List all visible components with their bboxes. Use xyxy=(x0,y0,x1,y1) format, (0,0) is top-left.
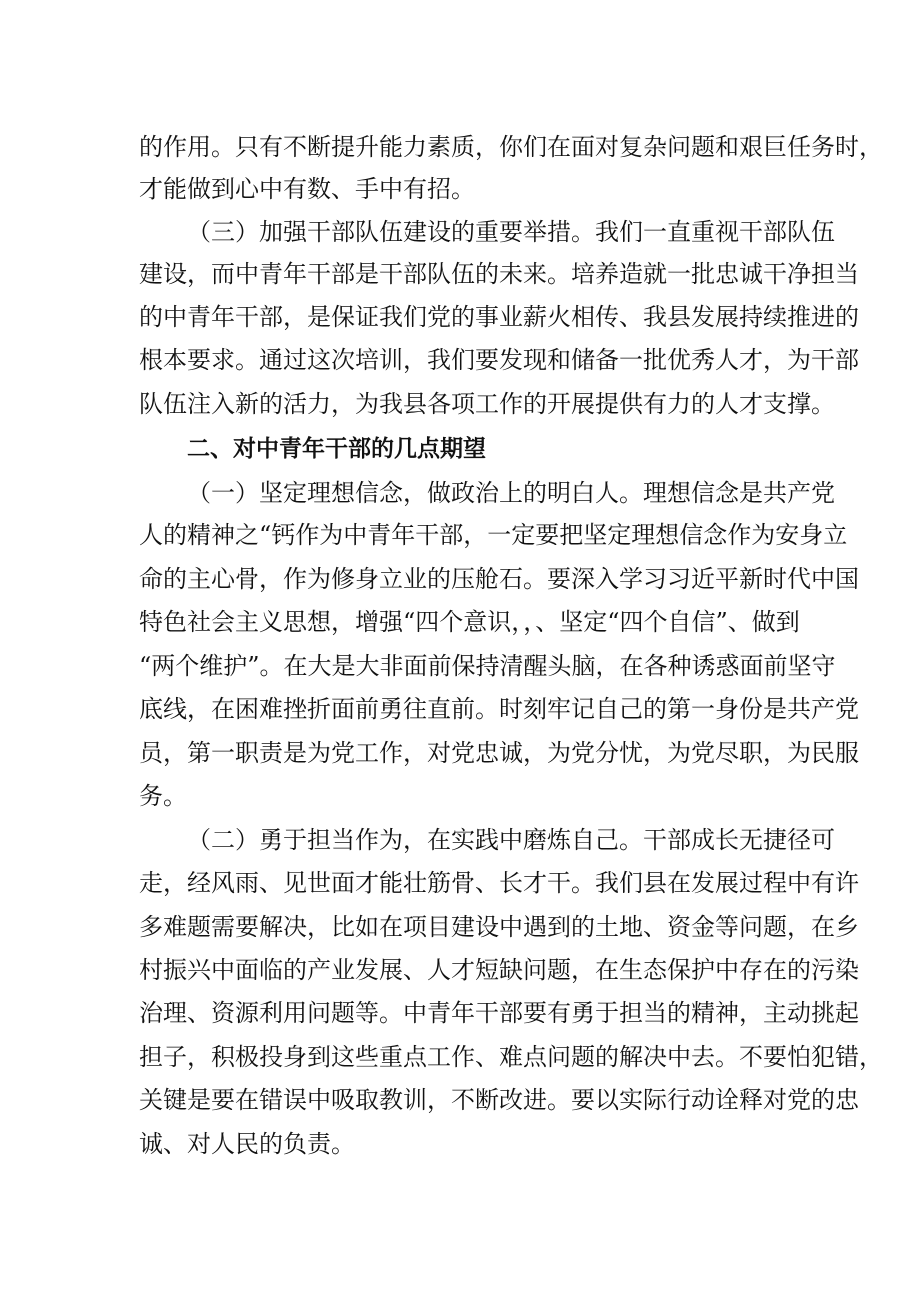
text-line: 治理、资源利用问题等。中青年干部要有勇于担当的精神，主动挑起 xyxy=(139,999,859,1027)
text-line: 村振兴中面临的产业发展、人才短缺问题，在生态保护中存在的污染 xyxy=(139,956,859,984)
text-line: 担子，积极投身到这些重点工作、难点问题的解决中去。不要怕犯错， xyxy=(139,1043,883,1071)
paragraph-first-line: （二）勇于担当作为，在实践中磨炼自己。干部成长无捷径可 xyxy=(187,826,835,854)
text-line: 特色社会主义思想，增强“四个意识，，、坚定“四个自信”、做到 xyxy=(139,608,800,636)
text-line: 员，第一职责是为党工作，对党忠诚，为党分忧，为党尽职，为民服 xyxy=(139,739,859,767)
text-line: 人的精神之“钙作为中青年干部，一定要把坚定理想信念作为安身立 xyxy=(139,521,848,549)
text-line: 根本要求。通过这次培训，我们要发现和储备一批优秀人才，为干部 xyxy=(139,346,859,374)
text-line: 务。 xyxy=(139,782,187,810)
text-line: 多难题需要解决，比如在项目建设中遇到的土地、资金等问题，在乡 xyxy=(139,913,859,941)
text-line: 关键是要在错误中吸取教训，不断改进。要以实际行动诠释对党的忠 xyxy=(139,1086,859,1114)
text-line: 的作用。只有不断提升能力素质，你们在面对复杂问题和艰巨任务时， xyxy=(139,133,883,161)
text-line: 的中青年干部，是保证我们党的事业薪火相传、我县发展持续推进的 xyxy=(139,303,859,331)
section-heading: 二、对中青年干部的几点期望 xyxy=(187,436,486,462)
paragraph-first-line: （一）坚定理想信念，做政治上的明白人。理想信念是共产党 xyxy=(187,479,835,507)
text-line: 命的主心骨，作为修身立业的压舱石。要深入学习习近平新时代中国 xyxy=(139,565,859,593)
text-line: 才能做到心中有数、手中有招。 xyxy=(139,175,475,203)
text-line: 诚、对人民的负责。 xyxy=(139,1130,355,1158)
text-line: “两个维护”。在大是大非面前保持清醒头脑，在各种诱惑面前坚守 xyxy=(139,652,836,680)
text-line: 走，经风雨、见世面才能壮筋骨、长才干。我们县在发展过程中有许 xyxy=(139,869,859,897)
text-line: 队伍注入新的活力，为我县各项工作的开展提供有力的人才支撑。 xyxy=(139,390,835,418)
text-line: 建设，而中青年干部是干部队伍的未来。培养造就一批忠诚干净担当 xyxy=(139,260,859,288)
text-line: 底线，在困难挫折面前勇往直前。时刻牢记自己的第一身份是共产党 xyxy=(139,695,859,723)
paragraph-first-line: （三）加强干部队伍建设的重要举措。我们一直重视干部队伍 xyxy=(187,218,835,246)
